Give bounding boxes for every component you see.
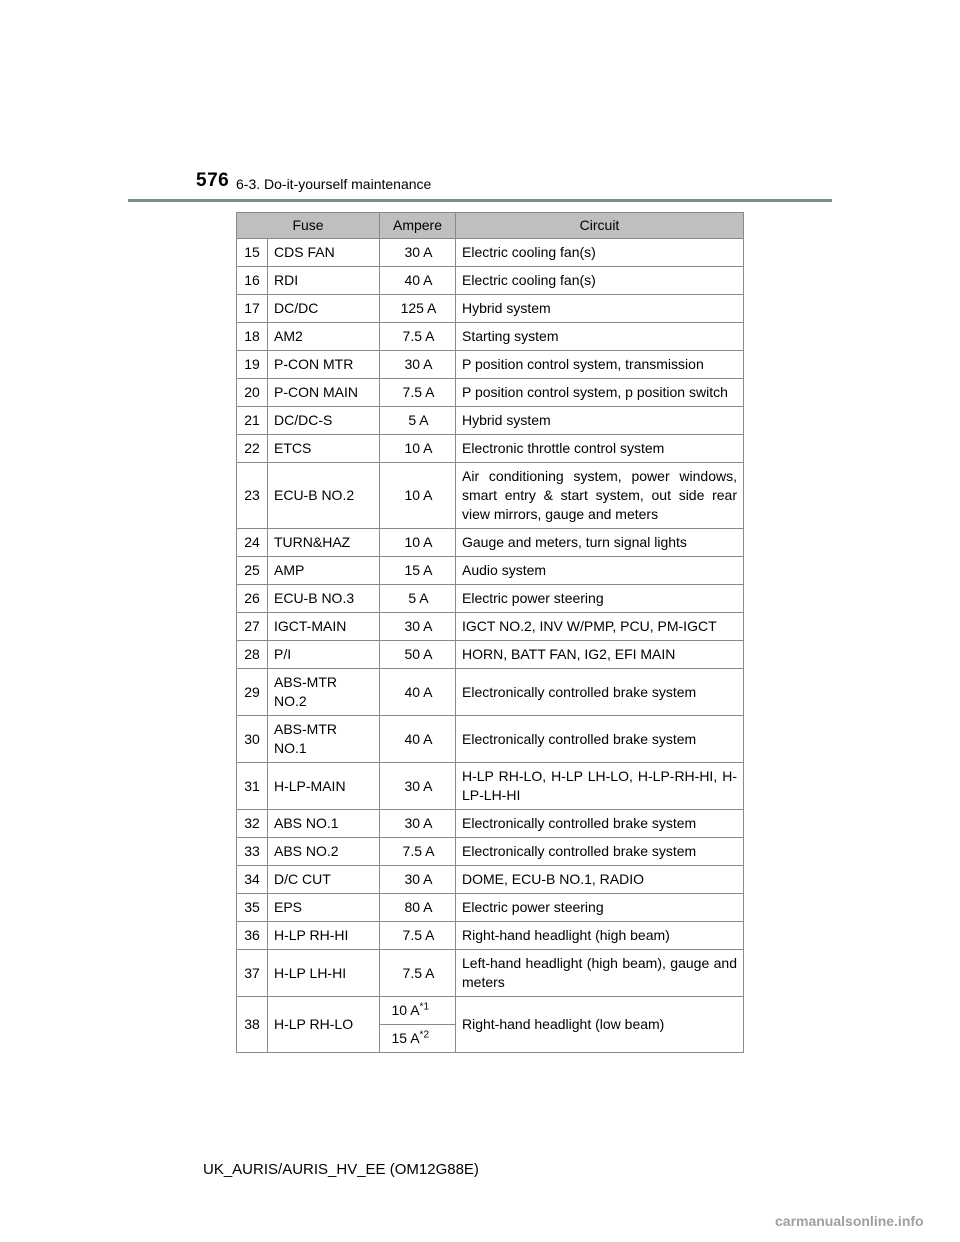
table-row	[237, 894, 744, 922]
table-row-last	[237, 997, 744, 1025]
fuse-name: AM2	[268, 323, 380, 351]
fuse-number: 28	[237, 641, 268, 669]
fuse-name: RDI	[268, 267, 380, 295]
fuse-name: H-LP-MAIN	[268, 763, 380, 810]
fuse-ampere: 10 A	[380, 435, 456, 463]
footnote-marker-2: *2	[419, 1029, 429, 1041]
fuse-circuit: Electric cooling fan(s)	[456, 239, 744, 267]
table-row	[237, 922, 744, 950]
fuse-name: TURN&HAZ	[268, 529, 380, 557]
fuse-ampere: 50 A	[380, 641, 456, 669]
fuse-name: H-LP LH-HI	[268, 950, 380, 997]
fuse-number: 25	[237, 557, 268, 585]
fuse-number: 38	[237, 997, 268, 1053]
fuse-ampere: 30 A	[380, 351, 456, 379]
fuse-number: 33	[237, 838, 268, 866]
fuse-ampere: 7.5 A	[380, 838, 456, 866]
fuse-ampere: 15 A	[380, 557, 456, 585]
fuse-circuit: Electronically controlled brake system	[456, 810, 744, 838]
fuse-ampere-variant-1	[380, 997, 456, 1025]
table-row	[237, 557, 744, 585]
table-row	[237, 323, 744, 351]
fuse-circuit: Right-hand headlight (high beam)	[456, 922, 744, 950]
column-header-ampere: Ampere	[380, 213, 456, 239]
fuse-name: P/I	[268, 641, 380, 669]
ampere-value-2: 15 A	[391, 1030, 420, 1046]
fuse-ampere: 40 A	[380, 669, 456, 716]
table-row	[237, 407, 744, 435]
fuse-ampere: 5 A	[380, 407, 456, 435]
fuse-number: 24	[237, 529, 268, 557]
table-row	[237, 838, 744, 866]
table-row	[237, 763, 744, 810]
column-header-fuse: Fuse	[237, 213, 380, 239]
fuse-number: 36	[237, 922, 268, 950]
fuse-number: 34	[237, 866, 268, 894]
fuse-ampere: 40 A	[380, 716, 456, 763]
fuse-number: 16	[237, 267, 268, 295]
column-header-circuit: Circuit	[456, 213, 744, 239]
fuse-number: 21	[237, 407, 268, 435]
table-row	[237, 585, 744, 613]
fuse-name: ABS NO.2	[268, 838, 380, 866]
table-row	[237, 379, 744, 407]
fuse-name: ECU-B NO.3	[268, 585, 380, 613]
fuse-name: H-LP RH-HI	[268, 922, 380, 950]
fuse-circuit: DOME, ECU-B NO.1, RADIO	[456, 866, 744, 894]
footnote-marker-1: *1	[419, 1001, 429, 1013]
fuse-circuit: P position control system, transmission	[456, 351, 744, 379]
fuse-number: 30	[237, 716, 268, 763]
fuse-name: D/C CUT	[268, 866, 380, 894]
fuse-circuit: Electric cooling fan(s)	[456, 267, 744, 295]
fuse-ampere: 7.5 A	[380, 379, 456, 407]
fuse-ampere: 30 A	[380, 613, 456, 641]
table-row	[237, 239, 744, 267]
fuse-circuit: Electronically controlled brake system	[456, 669, 744, 716]
fuse-number: 31	[237, 763, 268, 810]
fuse-number: 26	[237, 585, 268, 613]
fuse-name: IGCT-MAIN	[268, 613, 380, 641]
fuse-number: 32	[237, 810, 268, 838]
fuse-circuit: Electronically controlled brake system	[456, 838, 744, 866]
fuse-ampere: 7.5 A	[380, 950, 456, 997]
table-row	[237, 641, 744, 669]
table-header-row	[237, 213, 744, 239]
fuse-circuit: Electric power steering	[456, 585, 744, 613]
fuse-circuit: Electronic throttle control system	[456, 435, 744, 463]
page-number: 576	[196, 170, 230, 191]
fuse-name: P-CON MTR	[268, 351, 380, 379]
fuse-ampere: 125 A	[380, 295, 456, 323]
fuse-number: 15	[237, 239, 268, 267]
table-row	[237, 295, 744, 323]
fuse-circuit: HORN, BATT FAN, IG2, EFI MAIN	[456, 641, 744, 669]
fuse-ampere: 10 A	[380, 529, 456, 557]
fuse-circuit: Audio system	[456, 557, 744, 585]
fuse-ampere-variant-2	[380, 1025, 456, 1053]
fuse-name: ABS-MTR NO.1	[268, 716, 380, 763]
fuse-ampere: 40 A	[380, 267, 456, 295]
fuse-circuit: Air conditioning system, power windows, smart entry & start system, out side rear view mirrors, gauge and meters	[456, 463, 744, 529]
table-row	[237, 810, 744, 838]
fuse-number: 17	[237, 295, 268, 323]
fuse-number: 18	[237, 323, 268, 351]
fuse-number: 23	[237, 463, 268, 529]
fuse-name: P-CON MAIN	[268, 379, 380, 407]
ampere-value-1: 10 A	[391, 1002, 420, 1018]
fuse-name: ABS NO.1	[268, 810, 380, 838]
fuse-ampere: 30 A	[380, 810, 456, 838]
fuse-name: H-LP RH-LO	[268, 997, 380, 1053]
fuse-circuit: Left-hand headlight (high beam), gauge and meters	[456, 950, 744, 997]
fuse-ampere: 30 A	[380, 866, 456, 894]
table-row	[237, 950, 744, 997]
fuse-circuit: Hybrid system	[456, 407, 744, 435]
fuse-number: 35	[237, 894, 268, 922]
fuse-circuit: Electric power steering	[456, 894, 744, 922]
fuse-name: CDS FAN	[268, 239, 380, 267]
fuse-number: 37	[237, 950, 268, 997]
fuse-ampere: 10 A	[380, 463, 456, 529]
site-watermark: carmanualsonline.info	[775, 1213, 924, 1229]
fuse-ampere: 30 A	[380, 763, 456, 810]
fuse-ampere: 7.5 A	[380, 922, 456, 950]
fuse-circuit: IGCT NO.2, INV W/PMP, PCU, PM-IGCT	[456, 613, 744, 641]
table-row	[237, 613, 744, 641]
fuse-ampere: 7.5 A	[380, 323, 456, 351]
fuse-name: AMP	[268, 557, 380, 585]
fuse-name: DC/DC	[268, 295, 380, 323]
fuse-number: 22	[237, 435, 268, 463]
fuse-number: 20	[237, 379, 268, 407]
fuse-name: DC/DC-S	[268, 407, 380, 435]
fuse-name: ABS-MTR NO.2	[268, 669, 380, 716]
fuse-circuit: P position control system, p position switch	[456, 379, 744, 407]
fuse-table	[236, 212, 744, 1053]
fuse-circuit: Starting system	[456, 323, 744, 351]
fuse-table-body	[237, 239, 744, 1053]
header-divider	[128, 199, 832, 202]
fuse-circuit: H-LP RH-LO, H-LP LH-LO, H-LP-RH-HI, H-LP-LH-HI	[456, 763, 744, 810]
fuse-circuit: Gauge and meters, turn signal lights	[456, 529, 744, 557]
table-row	[237, 716, 744, 763]
section-title: 6-3. Do-it-yourself maintenance	[236, 176, 432, 192]
table-row	[237, 267, 744, 295]
fuse-number: 19	[237, 351, 268, 379]
fuse-ampere: 80 A	[380, 894, 456, 922]
fuse-ampere: 5 A	[380, 585, 456, 613]
fuse-name: EPS	[268, 894, 380, 922]
table-row	[237, 351, 744, 379]
table-row	[237, 529, 744, 557]
fuse-circuit: Right-hand headlight (low beam)	[456, 997, 744, 1053]
fuse-number: 27	[237, 613, 268, 641]
fuse-circuit: Electronically controlled brake system	[456, 716, 744, 763]
table-row	[237, 463, 744, 529]
table-row	[237, 435, 744, 463]
document-model-code: UK_AURIS/AURIS_HV_EE (OM12G88E)	[203, 1161, 479, 1178]
fuse-name: ETCS	[268, 435, 380, 463]
fuse-circuit: Hybrid system	[456, 295, 744, 323]
table-row	[237, 866, 744, 894]
table-row	[237, 669, 744, 716]
fuse-name: ECU-B NO.2	[268, 463, 380, 529]
fuse-ampere: 30 A	[380, 239, 456, 267]
fuse-number: 29	[237, 669, 268, 716]
